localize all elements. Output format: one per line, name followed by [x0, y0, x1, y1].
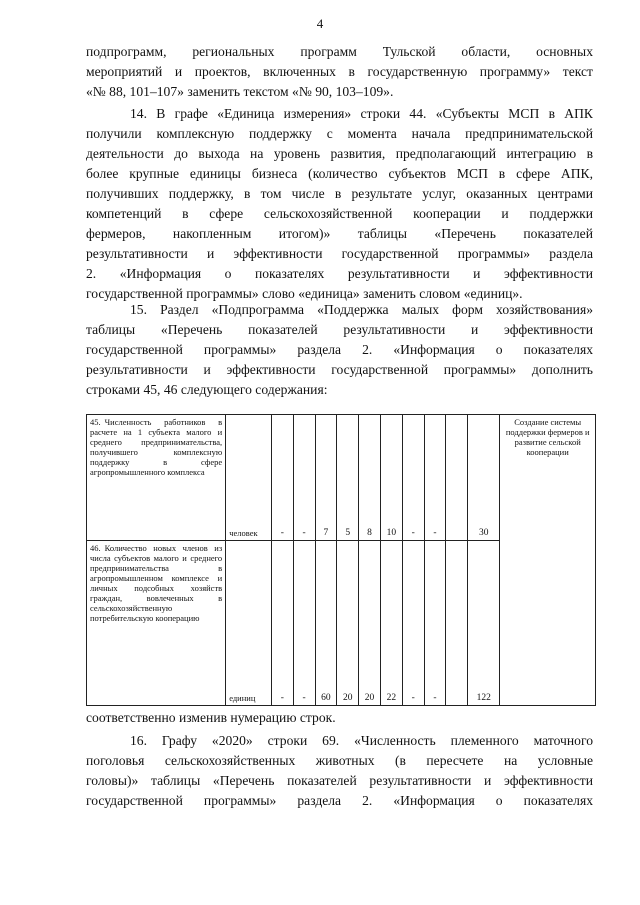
value-cell: 10 [380, 415, 402, 541]
item-15-line: строками 45, 46 следующего содержания: [86, 382, 328, 397]
value-cell: 20 [337, 541, 359, 706]
item-15-block [86, 300, 593, 400]
item-14-line: 2. «Информация о показателях результативности и эффективности [86, 266, 593, 281]
total-cell: 122 [468, 541, 500, 706]
value-cell: - [293, 541, 315, 706]
row-number: 46. [90, 543, 101, 553]
item-16-block [86, 731, 593, 811]
value-cell: 7 [315, 415, 337, 541]
intro-line: «№ 88, 101–107» заменить текстом «№ 90, 103–109». [86, 84, 394, 99]
after-table-block [86, 708, 593, 728]
indicator-name: Количество новых членов из числа субъектов малого и среднего предпринимательства в агропромышленном комплексе и личных подсобных хозяйств граждан, вовлеченных в сельскохозяйственную потребительскую кооперацию [90, 543, 223, 623]
item-15-line: 15. Раздел «Подпрограмма «Поддержка малых форм хозяйствования» [130, 302, 593, 317]
value-cell: 5 [337, 415, 359, 541]
value-cell: 22 [380, 541, 402, 706]
item-16-line: 16. Графу «2020» строки 69. «Численность племенного маточного [130, 733, 593, 748]
after-table-line: соответственно изменив нумерацию строк. [86, 710, 336, 725]
unit-cell: единиц [226, 541, 272, 706]
unit-cell: человек [226, 415, 272, 541]
value-cell [446, 415, 468, 541]
table-row [87, 415, 596, 541]
indicator-name: Численность работников в расчете на 1 субъекта малого и среднего предпринимательства, получившего комплексную поддержку в сфере агропромышленного комплекса [90, 417, 223, 477]
intro-block [86, 42, 593, 102]
item-16-line: государственной программы» раздела 2. «Информация о показателях [86, 793, 593, 808]
item-16-line: поголовья сельскохозяйственных животных (в пересчете на условные [86, 753, 593, 768]
item-15-line: результативности и эффективности государственной программы» дополнить [86, 362, 593, 377]
item-16-line: головы)» таблицы «Перечень показателей результативности и эффективности [86, 773, 593, 788]
value-cell: - [402, 415, 424, 541]
indicators-table [86, 414, 596, 706]
total-cell: 30 [468, 415, 500, 541]
item-14-line: 14. В графе «Единица измерения» строки 44. «Субъекты МСП в АПК [130, 106, 593, 121]
value-cell: 8 [359, 415, 381, 541]
note-cell: Создание системы поддержки фермеров и развитие сельской кооперации [500, 415, 596, 706]
item-14-line: более крупные единицы бизнеса (количество субъектов МСП в сфере АПК, [86, 166, 593, 181]
value-cell: 60 [315, 541, 337, 706]
indicator-name-cell [87, 415, 226, 541]
item-14-line: деятельности до выхода на уровень развития, предполагающий интеграцию в [86, 146, 593, 161]
value-cell: 20 [359, 541, 381, 706]
row-number: 45. [90, 417, 101, 427]
value-cell: - [271, 415, 293, 541]
item-14-line: фермеров, накопленным итогом)» таблицы «Перечень показателей [86, 226, 593, 241]
value-cell: - [293, 415, 315, 541]
value-cell: - [271, 541, 293, 706]
item-15-line: государственной программы» раздела 2. «Информация о показателях [86, 342, 593, 357]
item-14-line: результативности и эффективности государственной программы» раздела [86, 246, 593, 261]
item-14-line: государственной программы» слово «единица» заменить словом «единиц». [86, 286, 523, 301]
intro-line: подпрограмм, региональных программ Тульской области, основных [86, 44, 593, 59]
item-14-line: компетенций в сфере сельскохозяйственной кооперации и поддержки [86, 206, 593, 221]
value-cell: - [424, 541, 446, 706]
item-14-line: получивших поддержку, в том числе в результате услуг, оказанных центрами [86, 186, 593, 201]
value-cell: - [424, 415, 446, 541]
item-14-block [86, 104, 593, 304]
item-15-line: таблицы «Перечень показателей результативности и эффективности [86, 322, 593, 337]
value-cell [446, 541, 468, 706]
page-number: 4 [316, 16, 324, 31]
intro-line: мероприятий и проектов, включенных в государственную программу» текст [86, 64, 593, 79]
item-14-line: получили комплексную поддержку с момента начала предпринимательской [86, 126, 593, 141]
indicator-name-cell [87, 541, 226, 706]
value-cell: - [402, 541, 424, 706]
